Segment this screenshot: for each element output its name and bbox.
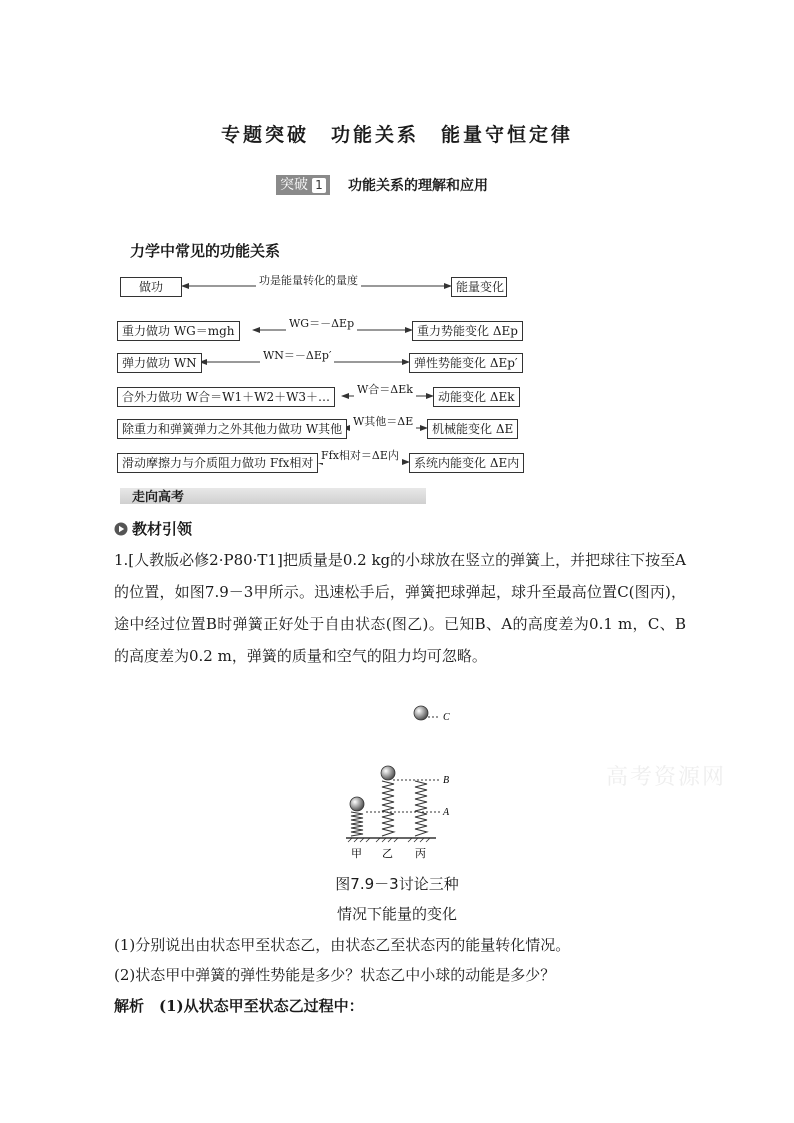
box-energy-change: 能量变化 [451, 277, 507, 297]
bar-label: 走向高考 [132, 490, 185, 505]
label-row-5: Ffx相对＝ΔE内 [318, 447, 402, 463]
label-top-arrow: 功是能量转化的量度 [256, 272, 361, 288]
section-heading: 力学中常见的功能关系 [130, 242, 281, 260]
ball-c [414, 706, 428, 720]
label-a: A [443, 807, 450, 818]
state-yi: 乙 [382, 847, 393, 860]
badge-title: 功能关系的理解和应用 [348, 178, 488, 194]
box-row-1-left: 重力做功 WG＝mgh [117, 321, 240, 341]
ball-yi [381, 766, 395, 780]
play-circle-icon [114, 522, 128, 536]
diagram-arrows [0, 0, 794, 480]
label-b: B [443, 775, 450, 786]
box-row-2-right: 弹性势能变化 ΔEp′ [409, 353, 523, 373]
ball-jia [350, 797, 364, 811]
box-row-1-right: 重力势能变化 ΔEp [412, 321, 523, 341]
question-1: (1)分别说出由状态甲至状态乙，由状态乙至状态丙的能量转化情况。 [114, 936, 571, 954]
label-row-4: W其他＝ΔE [350, 413, 416, 429]
box-row-3-right: 动能变化 ΔEk [433, 387, 520, 407]
spring-figure-drawing [330, 700, 470, 870]
page-title: 专题突破 功能关系 能量守恒定律 [220, 124, 573, 146]
question-2: (2)状态甲中弹簧的弹性势能是多少？状态乙中小球的动能是多少？ [114, 966, 556, 984]
label-row-2: WN＝－ΔEp′ [260, 347, 334, 363]
spring-figure [330, 700, 470, 870]
label-c: C [443, 712, 450, 723]
state-jia: 甲 [351, 847, 362, 860]
figure-caption-line-2: 情况下能量的变化 [336, 905, 457, 923]
spring-yi [382, 781, 394, 836]
figure-caption-line-1: 图7.9－3讨论三种 [335, 875, 459, 893]
state-bing: 丙 [415, 847, 426, 860]
watermark: 高考资源网 [606, 765, 727, 790]
spring-bing [415, 781, 427, 836]
box-row-5-right: 系统内能变化 ΔE内 [409, 453, 524, 473]
badge-label: 突破 [280, 177, 308, 193]
box-row-4-right: 机械能变化 ΔE [427, 419, 518, 439]
box-row-3-left: 合外力做功 W合＝W1＋W2＋W3＋… [117, 387, 335, 407]
box-row-4-left: 除重力和弹簧弹力之外其他力做功 W其他 [117, 419, 347, 439]
label-row-1: WG＝－ΔEp [286, 315, 357, 331]
badge-number: 1 [312, 178, 326, 193]
box-work: 做功 [120, 277, 182, 297]
problem-text: 1.[人教版必修2·P80·T1]把质量是0.2 kg的小球放在竖立的弹簧上，并把球往下按至A的位置，如图7.9－3甲所示。迅速松手后，弹簧把球弹起，球升至最高位置C(图丙)，途中经过位置B时弹簧正好处于自由状态(图乙)。已知B、A的高度差为0.1 m，C、B的高度差为0.2 m，弹簧的质量和空气的阻力均可忽略。 [114, 551, 686, 665]
box-row-5-left: 滑动摩擦力与介质阻力做功 Ffx相对 [117, 453, 318, 473]
subheading [114, 518, 192, 539]
box-row-2-left: 弹力做功 WN [117, 353, 202, 373]
work-energy-diagram [0, 0, 794, 480]
spring-jia [351, 812, 363, 836]
subheading-text: 教材引领 [132, 520, 193, 538]
badge-box [276, 175, 330, 195]
label-row-3: W合＝ΔEk [354, 381, 416, 397]
section-badge [276, 175, 488, 195]
analysis-text: 解析 (1)从状态甲至状态乙过程中： [114, 997, 364, 1015]
